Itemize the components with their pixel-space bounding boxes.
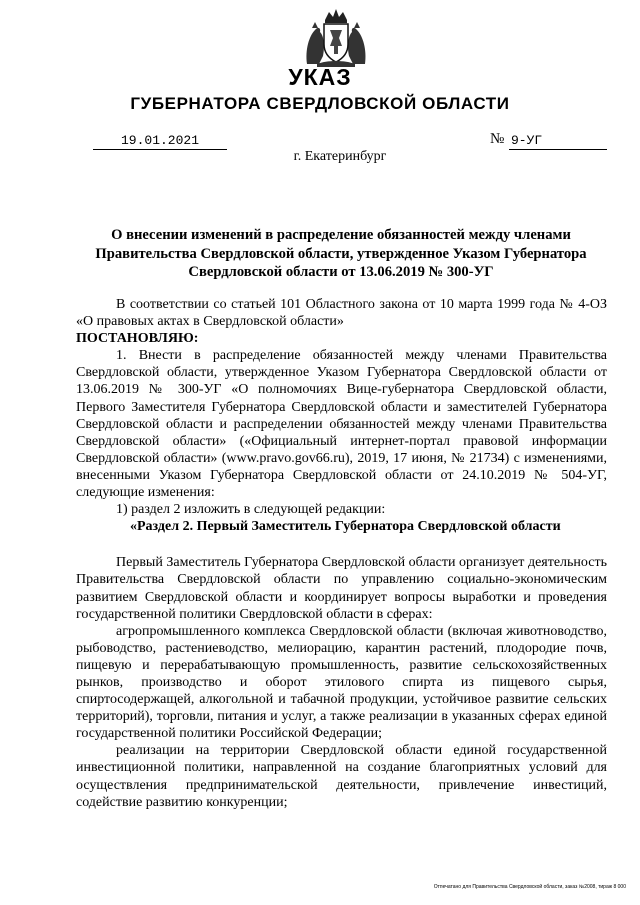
coat-of-arms-emblem bbox=[303, 6, 369, 68]
paragraph-first-deputy: Первый Заместитель Губернатора Свердловской области организует деятельность Правительства Свердловской области по управлению социально-экономическим развитием Свердловской области и координирует вопросы выработки и проведения государственной политики Свердловской области в сферах: bbox=[76, 555, 607, 622]
paragraph-basis: В соответствии со статьей 101 Областного закона от 10 марта 1999 года № 4-ОЗ «О правовых актах в Свердловской области» bbox=[76, 297, 607, 330]
document-body bbox=[76, 296, 607, 811]
number-label: № bbox=[490, 131, 505, 147]
paragraph-investment: реализации на территории Свердловской области единой государственной инвестиционной политики, направленной на создание благоприятных условий для осуществления предпринимательской деятельности, привлечение инвестиций, содействие развитию конкуренции; bbox=[76, 743, 607, 810]
document-title: О внесении изменений в распределение обязанностей между членами Правительства Свердловской области, утвержденное Указом Губернатора Свердловской области от 13.06.2019 № 300-УГ bbox=[95, 227, 587, 280]
paragraph-amendment: 1. Внести в распределение обязанностей между членами Правительства Свердловской области, утвержденное Указом Губернатора Свердловской области от 13.06.2019 № 300-УГ «О полномочиях Вице-губернатора Свердловской области, Первого Заместителя Губернатора Свердловской области и заместителей Губернатора Свердловской области и распределении обязанностей между членами Правительства Свердловской области» («Официальный интернет-портал правовой информации Свердловской области» (www.pravo.gov66.ru), 2019, 17 июня, № 21734) с изменениями, внесенными Указом Губернатора Свердловской области от 24.10.2019 № 504-УГ, следующие изменения: bbox=[76, 348, 607, 501]
decree-keyword: ПОСТАНОВЛЯЮ: bbox=[76, 331, 199, 347]
paragraph-agro: агропромышленного комплекса Свердловской области (включая животноводство, рыбоводство, растениеводство, мелиорацию, карантин растений, плодородие почв, пищевую и перерабатывающую промышленность, развитие сельскохозяйственных рынков, производство и оборот этилового спирта из пищевого сырья, спиртосодержащей, алкогольной и табачной продукции, устойчивое развитие сельских территорий), торговли, питания и услуг, а также реализации в указанных сферах единой государственной политики Российской Федерации; bbox=[76, 623, 607, 742]
decree-title: УКАЗ bbox=[288, 64, 352, 90]
paragraph-section-change: 1) раздел 2 изложить в следующей редакции: bbox=[116, 502, 386, 518]
print-footer: Отпечатано для Правительства Свердловской области, заказ №2008, тираж 8 000 bbox=[433, 884, 626, 890]
section-heading: «Раздел 2. Первый Заместитель Губернатора Свердловской области bbox=[130, 519, 561, 535]
decree-date: 19.01.2021 bbox=[93, 133, 227, 150]
city: г. Екатеринбург bbox=[293, 149, 387, 164]
decree-issuer: ГУБЕРНАТОРА СВЕРДЛОВСКОЙ ОБЛАСТИ bbox=[130, 94, 510, 113]
decree-number: 9-УГ bbox=[509, 133, 607, 150]
